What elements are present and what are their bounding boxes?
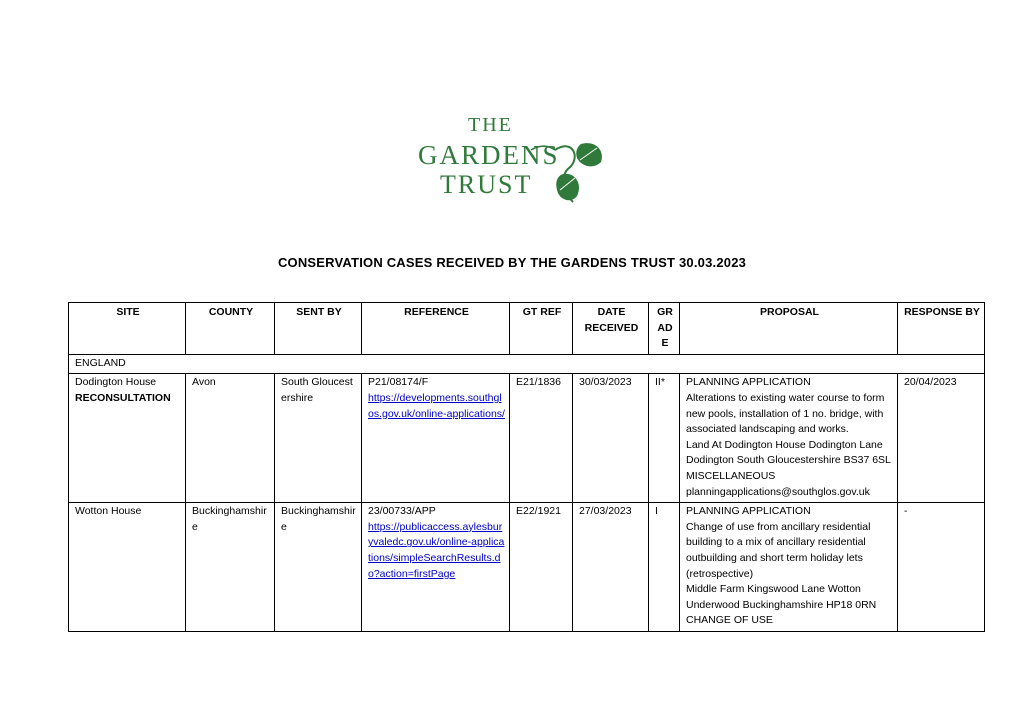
cell-reference [362,503,510,632]
site-name: Dodington House [75,376,157,389]
proposal-contact-email: planningapplications@southglos.gov.uk [686,485,870,498]
cell-reference [362,374,510,503]
cell-sent-by: Buckinghamshire [275,503,362,632]
reference-code: 23/00733/APP [368,505,436,518]
cell-date-received: 30/03/2023 [573,374,649,503]
cell-gt-ref: E21/1836 [510,374,573,503]
cell-response-by: - [898,503,985,632]
region-label: ENGLAND [69,354,985,374]
document-title: CONSERVATION CASES RECEIVED BY THE GARDENS TRUST 30.03.2023 [277,255,747,270]
reference-code: P21/08174/F [368,376,429,389]
proposal-category: CHANGE OF USE [686,614,773,627]
cell-proposal [680,503,898,632]
logo-line-gardens: GARDENS [418,140,560,170]
cell-date-received: 27/03/2023 [573,503,649,632]
header-proposal: PROPOSAL [680,303,898,355]
cell-grade: I [649,503,680,632]
header-reference: REFERENCE [362,303,510,355]
cell-site [69,374,186,503]
header-county: COUNTY [186,303,275,355]
header-grade: GRADE [649,303,680,355]
table-row [69,503,985,632]
proposal-description: Alterations to existing water course to form new pools, installation of 1 no. bridge, with associated landscaping and works. [686,391,885,436]
reference-link[interactable]: https://publicaccess.aylesburyvaledc.gov.uk/online-applications/simpleSearchResults.do?action=firstPage [368,520,505,580]
proposal-category: MISCELLANEOUS [686,469,776,482]
cell-county: Avon [186,374,275,503]
table-row [69,374,985,503]
header-site: SITE [69,303,186,355]
reference-link[interactable]: https://developments.southglos.gov.uk/online-applications/ [368,391,505,420]
proposal-address: Middle Farm Kingswood Lane Wotton Underwood Buckinghamshire HP18 0RN [686,583,877,611]
header-gt-ref: GT REF [510,303,573,355]
cell-county: Buckinghamshire [186,503,275,632]
logo-line-trust: TRUST [440,170,533,199]
header-response-by: RESPONSE BY [898,303,985,355]
site-status: RECONSULTATION [75,391,171,404]
cell-site [69,503,186,632]
proposal-type: PLANNING APPLICATION [686,376,811,389]
proposal-address: Land At Dodington House Dodington Lane Dodington South Gloucestershire BS37 6SL [686,438,891,467]
cell-proposal [680,374,898,503]
cell-response-by: 20/04/2023 [898,374,985,503]
table-header-row [69,303,985,355]
cases-table [68,302,985,632]
header-date-received: DATE RECEIVED [573,303,649,355]
cell-sent-by: South Gloucestershire [275,374,362,503]
logo-line-the: THE [468,114,513,136]
region-row [69,354,985,374]
gardens-trust-logo [405,110,615,210]
cell-grade: II* [649,374,680,503]
proposal-description: Change of use from ancillary residential building to a mix of ancillary residential outbuilding and short term holiday lets (retrospective) [686,520,871,580]
cell-gt-ref: E22/1921 [510,503,573,632]
proposal-type: PLANNING APPLICATION [686,505,811,518]
header-sent-by: SENT BY [275,303,362,355]
site-name: Wotton House [75,505,142,518]
